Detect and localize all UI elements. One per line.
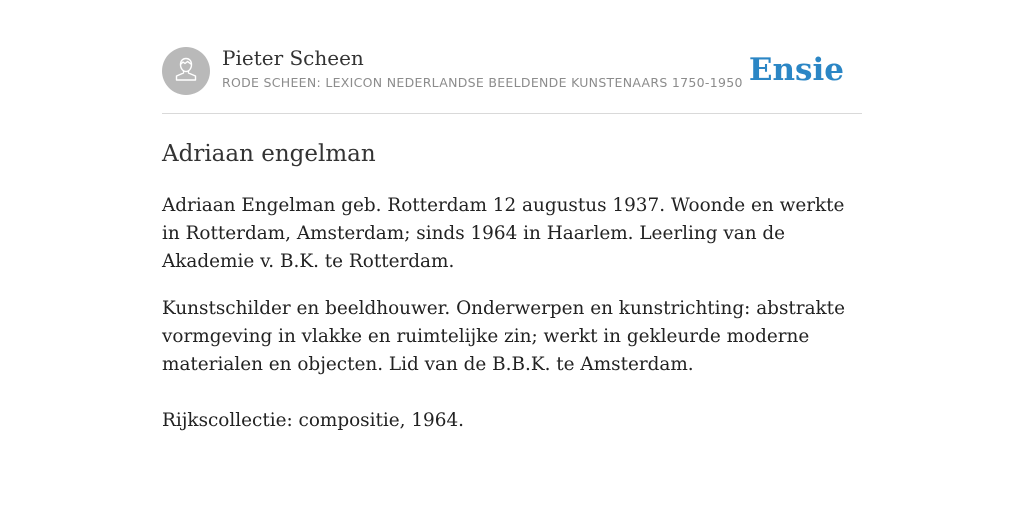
article-paragraph: Rijkscollectie: compositie, 1964. bbox=[162, 410, 464, 431]
author-avatar[interactable] bbox=[162, 47, 210, 95]
article-body bbox=[162, 192, 862, 435]
article-card bbox=[162, 46, 862, 435]
article-title: Adriaan engelman bbox=[162, 141, 376, 167]
source-title[interactable]: RODE SCHEEN: LEXICON NEDERLANDSE BEELDENDE KUNSTENAARS 1750-1950 bbox=[222, 75, 743, 90]
author-name[interactable]: Pieter Scheen bbox=[222, 46, 364, 70]
article-header bbox=[162, 46, 862, 114]
article-paragraph: Adriaan Engelman geb. Rotterdam 12 augustus 1937. Woonde en werkte in Rotterdam, Amsterdam; sinds 1964 in Haarlem. Leerling van de Akademie v. B.K. te Rotterdam. bbox=[162, 195, 845, 272]
article-paragraph: Kunstschilder en beeldhouwer. Onderwerpen en kunstrichting: abstrakte vormgeving in vlakke en ruimtelijke zin; werkt in gekleurde moderne materialen en objecten. Lid van de B.B.K. te Amsterdam. bbox=[162, 298, 845, 375]
brand-logo[interactable]: Ensie bbox=[748, 52, 844, 88]
user-silhouette-icon bbox=[171, 54, 201, 89]
